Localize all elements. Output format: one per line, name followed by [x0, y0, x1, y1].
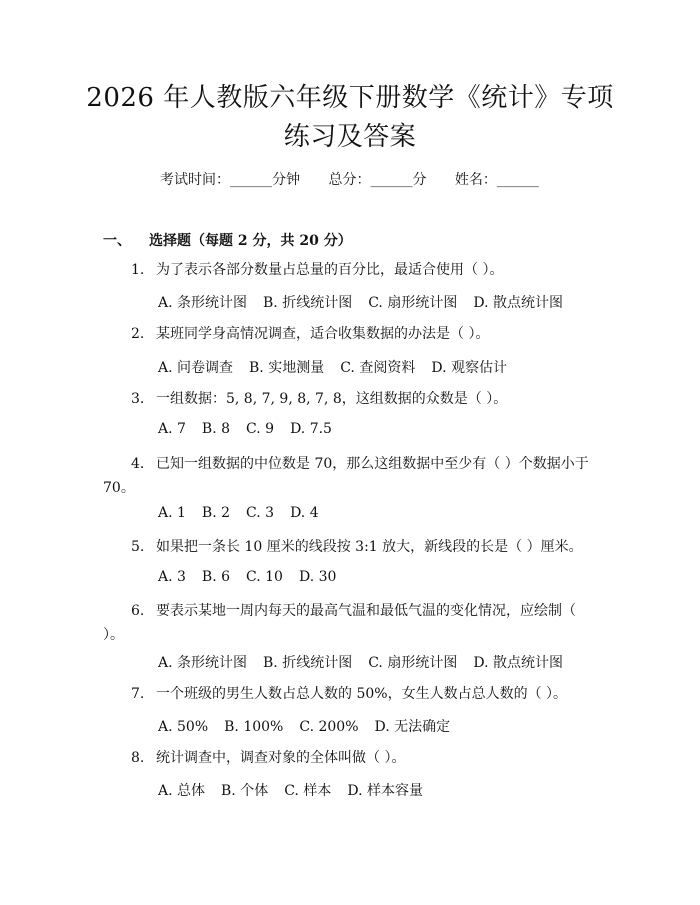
question-text: 某班同学身高情况调查，适合收集数据的办法是（ ）。: [156, 326, 490, 342]
question-text: 已知一组数据的中位数是 70，那么这组数据中至少有（ ）个数据小于 70。: [103, 456, 589, 496]
option: B. 实地测量: [249, 360, 325, 376]
question-text: 要表示某地一周内每天的最高气温和最低气温的变化情况，应绘制（ ）。: [103, 603, 576, 643]
option: D. 散点统计图: [473, 295, 563, 311]
question-number: 1.: [131, 262, 145, 278]
exam-time-field: 考试时间：______分钟: [160, 172, 300, 188]
question-item: [103, 258, 603, 282]
option: C. 查阅资料: [340, 360, 416, 376]
question-number: 6.: [131, 603, 145, 619]
question-options: [158, 780, 439, 800]
exam-info: [160, 169, 560, 189]
option: C. 9: [246, 421, 275, 437]
option: A. 7: [158, 421, 186, 437]
question-item: [103, 746, 603, 770]
question-text: 一组数据：5, 8, 7, 9, 8, 7, 8，这组数据的众数是（ ）。: [156, 391, 508, 407]
section-number: 一、: [103, 233, 131, 249]
question-number: 5.: [131, 539, 145, 555]
question-options: [158, 292, 579, 312]
option: C. 扇形统计图: [368, 655, 458, 671]
option: D. 30: [298, 569, 337, 585]
section-title: 选择题（每题 2 分，共 20 分）: [149, 233, 352, 249]
option: C. 10: [246, 569, 283, 585]
option: D. 样本容量: [347, 783, 423, 799]
option: B. 6: [201, 569, 231, 585]
question-item: [103, 599, 593, 647]
option: B. 8: [201, 421, 231, 437]
option: C. 样本: [284, 783, 332, 799]
question-item: [103, 387, 603, 411]
question-options: [158, 716, 466, 736]
question-options: [158, 357, 523, 377]
option: B. 个体: [221, 783, 269, 799]
option: A. 问卷调查: [158, 360, 234, 376]
question-item: [103, 682, 603, 706]
option: D. 观察估计: [431, 360, 507, 376]
question-text: 如果把一条长 10 厘米的线段按 3:1 放大，新线段的长是（ ）厘米。: [156, 539, 583, 555]
question-number: 2.: [131, 326, 145, 342]
question-item: [103, 535, 603, 559]
question-number: 7.: [131, 686, 145, 702]
option: A. 条形统计图: [158, 655, 248, 671]
document-title-line1: 2026 年人教版六年级下册数学《统计》专项: [86, 83, 614, 113]
option: B. 2: [201, 505, 231, 521]
option: A. 条形统计图: [158, 295, 248, 311]
option: A. 50%: [158, 719, 209, 735]
question-item: [103, 452, 593, 500]
option: D. 7.5: [290, 421, 332, 437]
question-options: [158, 569, 352, 585]
option: D. 散点统计图: [473, 655, 563, 671]
option: A. 1: [158, 505, 186, 521]
option: B. 折线统计图: [263, 655, 353, 671]
question-number: 8.: [131, 750, 145, 766]
question-options: [158, 421, 348, 437]
exam-score-field: 总分：______分: [328, 172, 427, 188]
document-title-line2: 练习及答案: [283, 122, 417, 152]
exam-name-field: 姓名：______: [454, 172, 539, 188]
option: B. 折线统计图: [263, 295, 353, 311]
question-text: 为了表示各部分数量占总量的百分比，最适合使用（ ）。: [156, 262, 504, 278]
question-number: 3.: [131, 391, 145, 407]
option: C. 200%: [299, 719, 359, 735]
question-text: 一个班级的男生人数占总人数的 50%，女生人数占总人数的（ ）。: [156, 686, 568, 702]
question-text: 统计调查中，调查对象的全体叫做（ ）。: [156, 750, 406, 766]
option: D. 无法确定: [374, 719, 451, 735]
question-options: [158, 505, 335, 521]
option: D. 4: [290, 505, 319, 521]
section-heading: [103, 230, 352, 250]
option: B. 100%: [224, 719, 284, 735]
option: C. 3: [246, 505, 275, 521]
option: A. 总体: [158, 783, 206, 799]
question-number: 4.: [131, 456, 145, 472]
option: A. 3: [158, 569, 186, 585]
question-options: [158, 652, 579, 672]
question-item: [103, 322, 603, 346]
option: C. 扇形统计图: [368, 295, 458, 311]
